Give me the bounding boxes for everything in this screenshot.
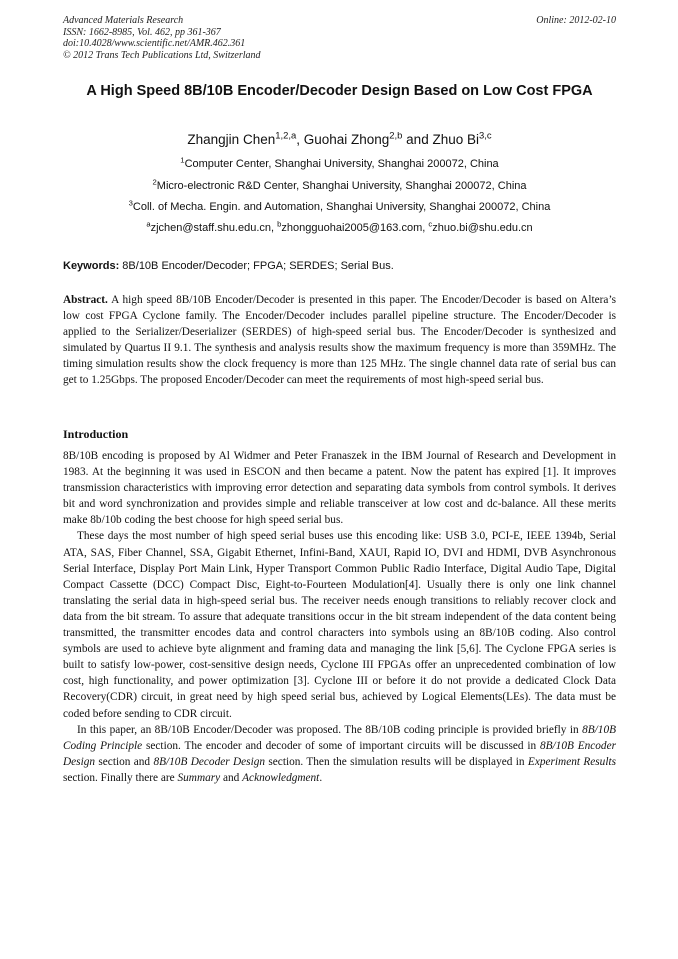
- affiliation-text: Micro-electronic R&D Center, Shanghai University, Shanghai 200072, China: [156, 180, 527, 192]
- paragraph: [63, 722, 616, 786]
- section-ref: Acknowledgment: [242, 771, 320, 784]
- paragraph: These days the most number of high speed serial buses use this encoding like: USB 3.0, PCI-E, IEEE 1394b, Serial ATA, SAS, Fiber Channel, SSA, Gigabit Ethernet, Infini-Band, XAUI, Rapid IO, DVI and HDMI, DVB Asynchronous Serial Interface, Display Port Main Link, Hyper Transport Common Public Radio Interface, Digital Audio Tape, Digital Compact Cassette (DCC) Compact Disc, Eight-to-Fourteen Modulation[4]. Usually there is only one link channel translating the serial data in high-speed serial bus. The receiver needs enough transitions to reliably recover clock and data from the bit stream. To assure that adequate transitions occur in the bit stream independent of the data content being transmitted, the transmitter encodes data and control characters into symbols using an 8B/10B coding. Also control symbols are used to achieve byte alignment and framing data and managing the link [5,6]. The Cyclone FPGA series is built to satisfy low-power, cost-sensitive design needs, Cyclone III FPGAs offer an unprecedented combination of low cost, high functionality, and power optimization [3]. Cyclone III or before it do not provide a dedicated Clock Data Recovery(CDR) circuit, in great need by high speed serial bus, achieved by Logical Elements(LEs). The data must be coded before sending to CDR circuit.: [63, 530, 616, 720]
- affiliation-text: Coll. of Mecha. Engin. and Automation, Shanghai University, Shanghai 200072, China: [132, 201, 551, 213]
- abstract-label: Abstract.: [63, 294, 108, 306]
- affiliation-sup: 2: [152, 177, 157, 187]
- doi-line: doi:10.4028/www.scientific.net/AMR.462.361: [63, 38, 246, 49]
- journal-name: Advanced Materials Research: [63, 15, 184, 26]
- text-run: section. Then the simulation results will be displayed in: [265, 755, 528, 768]
- email-link[interactable]: zhuo.bi@shu.edu.cn: [432, 222, 533, 234]
- affiliation-sup: 1: [180, 155, 185, 165]
- text-run: section and: [95, 755, 154, 768]
- email-sup: b: [277, 219, 282, 229]
- paragraph: 8B/10B encoding is proposed by Al Widmer and Peter Franaszek in the IBM Journal of Research and Development in 1983. At the beginning it was used in ESCON and then became a patent. Now the patent has expired [1]. It improves transmission characteristics with improving error detection and separating data symbols from control symbols. It derives bit and word synchronization and provides simple and reliable transceiver at low cost and dc-balance. All these merits make 8b/10b coding the best choose for high speed serial bus.: [63, 450, 616, 527]
- affiliation-sup: 3: [128, 198, 133, 208]
- author-sup: 1,2,a: [275, 130, 297, 142]
- email-list: [63, 221, 616, 235]
- text-run: .: [319, 771, 323, 784]
- affiliation: [63, 179, 616, 193]
- section-ref: 8B/10B Encoder Design: [63, 739, 616, 768]
- section-heading-introduction: Introduction: [63, 427, 129, 441]
- keywords-label: Keywords:: [63, 260, 120, 272]
- abstract-text: A high speed 8B/10B Encoder/Decoder is presented in this paper. The Encoder/Decoder is based on Altera’s low cost FPGA Cyclone family. The Encoder/Decoder includes parallel pipeline structure. The Encoder/Decoder is applied to the Serializer/Deserializer (SERDES) of high-speed serial bus. The Encoder/Decoder is synthesized and simulated by Quartus II 9.1. The synthesis and analysis results show the maximum frequency is more than 359MHz. The timing simulation results show the clock frequency is more than 125 MHz. The single channel data rate of serial bus can get to 1.25Gbps. The proposed Encoder/Decoder can meet the requirements of most high-speed serial bus.: [63, 294, 616, 387]
- text-run: section. The encoder and decoder of some of important circuits will be discussed in: [142, 739, 540, 752]
- affiliation: [63, 200, 616, 214]
- section-ref: Summary: [177, 771, 221, 784]
- section-ref: 8B/10B Decoder Design: [153, 755, 266, 768]
- journal-header: [63, 15, 616, 61]
- text-run: and: [220, 771, 243, 784]
- paper-title: A High Speed 8B/10B Encoder/Decoder Design Based on Low Cost FPGA: [86, 83, 593, 99]
- affiliation: [63, 157, 616, 171]
- email-sup: c: [428, 219, 433, 229]
- author-name: Zhuo Bi: [432, 132, 479, 147]
- author-sup: 2,b: [389, 130, 403, 142]
- author-sep: ,: [296, 132, 304, 147]
- author-sep: and: [402, 132, 433, 147]
- introduction-body: [63, 448, 616, 786]
- keywords: [63, 259, 616, 273]
- abstract: [63, 292, 616, 389]
- email-link[interactable]: zhongguohai2005@163.com,: [281, 222, 429, 234]
- text-run: section. Finally there are: [63, 771, 178, 784]
- author-name: Zhangjin Chen: [187, 132, 276, 147]
- author-name: Guohai Zhong: [303, 132, 390, 147]
- section-ref: Experiment Results: [527, 755, 617, 768]
- author-sup: 3,c: [478, 130, 492, 142]
- affiliation-text: Computer Center, Shanghai University, Shanghai 200072, China: [184, 158, 499, 170]
- copyright-line: © 2012 Trans Tech Publications Ltd, Switzerland: [63, 49, 261, 61]
- text-run: In this paper, an 8B/10B Encoder/Decoder was proposed. The 8B/10B coding principle is provided briefly in: [77, 723, 583, 736]
- email-link[interactable]: zjchen@staff.shu.edu.cn,: [150, 222, 278, 234]
- author-list: [63, 131, 616, 149]
- keywords-text: 8B/10B Encoder/Decoder; FPGA; SERDES; Serial Bus.: [119, 260, 394, 272]
- email-sup: a: [146, 219, 151, 229]
- online-date: Online: 2012-02-10: [536, 15, 616, 26]
- issn-line: ISSN: 1662-8985, Vol. 462, pp 361-367: [63, 26, 221, 38]
- section-ref: 8B/10B Coding Principle: [63, 723, 616, 752]
